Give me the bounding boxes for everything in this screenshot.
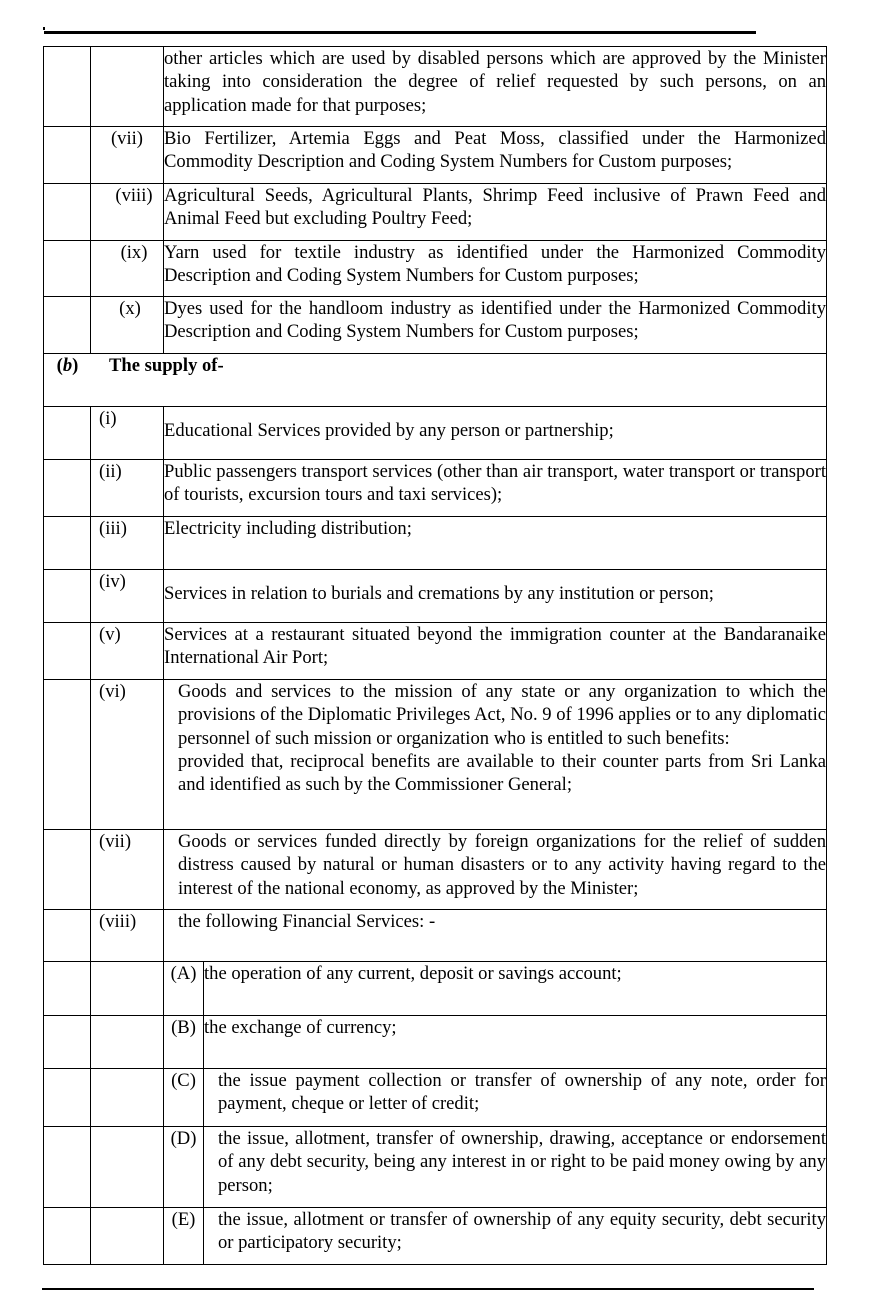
table-row bbox=[44, 241, 827, 297]
sub-item-text: the operation of any current, deposit or savings account; bbox=[204, 963, 622, 984]
item-number: (vii) bbox=[91, 830, 164, 910]
item-number: (v) bbox=[91, 623, 164, 680]
sub-item-label: (D) bbox=[164, 1127, 204, 1207]
section-letter: b bbox=[62, 355, 73, 376]
item-number: (viii) bbox=[91, 184, 164, 241]
table-row bbox=[44, 407, 827, 460]
table-row bbox=[44, 910, 827, 962]
table-row bbox=[44, 1016, 827, 1069]
item-text: Electricity including distribution; bbox=[164, 517, 827, 570]
sub-item-text: the issue payment collection or transfer of ownership of any note, order for payment, cheque or letter of credit; bbox=[218, 1070, 826, 1115]
item-text: Services in relation to burials and cremations by any institution or person; bbox=[164, 570, 827, 623]
section-label: (b) bbox=[56, 355, 79, 376]
item-number: (viii) bbox=[91, 910, 164, 962]
corner-mark bbox=[43, 27, 45, 30]
table-row bbox=[44, 1127, 827, 1208]
item-number: (ii) bbox=[91, 460, 164, 517]
exemption-table bbox=[43, 46, 827, 1265]
item-number: (iii) bbox=[91, 517, 164, 570]
table-row bbox=[44, 47, 827, 127]
item-text: Yarn used for textile industry as identified under the Harmonized Commodity Description and Coding System Numbers for Custom purposes; bbox=[164, 241, 827, 297]
item-number: (vii) bbox=[91, 127, 164, 184]
footer-rule bbox=[42, 1288, 814, 1290]
table-row bbox=[44, 297, 827, 354]
sub-item-label: (E) bbox=[164, 1208, 204, 1264]
table-row bbox=[44, 184, 827, 241]
sub-item-text: the issue, allotment, transfer of ownership, drawing, acceptance or endorsement of any debt security, being any interest in or right to be paid money owing by any person; bbox=[218, 1128, 826, 1196]
table-row bbox=[44, 127, 827, 184]
table-row bbox=[44, 517, 827, 570]
table-row bbox=[44, 460, 827, 517]
sub-item-label: (C) bbox=[164, 1069, 204, 1126]
section-heading-row bbox=[44, 354, 827, 407]
table-row bbox=[44, 680, 827, 830]
sub-item-label: (A) bbox=[164, 962, 204, 1015]
header-rule bbox=[44, 31, 756, 34]
item-text: Public passengers transport services (other than air transport, water transport or transport of tourists, excursion tours and taxi services); bbox=[164, 460, 827, 517]
table-row bbox=[44, 623, 827, 680]
table-row bbox=[44, 962, 827, 1016]
item-text: Educational Services provided by any person or partnership; bbox=[164, 407, 827, 460]
item-number: (x) bbox=[91, 297, 164, 354]
section-heading: The supply of- bbox=[109, 355, 224, 376]
table-row bbox=[44, 1069, 827, 1127]
sub-item-text: the exchange of currency; bbox=[204, 1017, 397, 1038]
table-row bbox=[44, 570, 827, 623]
item-number: (i) bbox=[91, 407, 164, 460]
item-text: the following Financial Services: - bbox=[164, 910, 827, 962]
item-text: Dyes used for the handloom industry as identified under the Harmonized Commodity Description and Coding System Numbers for Custom purposes; bbox=[164, 297, 827, 354]
item-text: Goods and services to the mission of any state or any organization to which the provisions of the Diplomatic Privileges Act, No. 9 of 1996 applies or to any diplomatic personnel of such mission or organization who is entitled to such benefits: bbox=[178, 681, 826, 749]
sub-item-label: (B) bbox=[164, 1016, 204, 1068]
proviso-text: provided that, reciprocal benefits are available to their counter parts from Sri Lanka and identified as such by the Commissioner General; bbox=[178, 750, 826, 796]
item-text: Goods or services funded directly by foreign organizations for the relief of sudden distress caused by natural or human disasters or to any activity having regard to the interest of the national economy, as approved by the Minister; bbox=[164, 830, 827, 910]
item-number: (iv) bbox=[91, 570, 164, 623]
item-text: Agricultural Seeds, Agricultural Plants, Shrimp Feed inclusive of Prawn Feed and Animal Feed but excluding Poultry Feed; bbox=[164, 184, 827, 241]
item-text: other articles which are used by disabled persons which are approved by the Minister taking into consideration the degree of relief requested by such persons, on an application made for that purposes; bbox=[164, 47, 827, 127]
item-number: (vi) bbox=[91, 680, 164, 830]
item-text: Services at a restaurant situated beyond the immigration counter at the Bandaranaike International Air Port; bbox=[164, 623, 827, 680]
table-row bbox=[44, 830, 827, 910]
table-row bbox=[44, 1208, 827, 1265]
item-text: Bio Fertilizer, Artemia Eggs and Peat Moss, classified under the Harmonized Commodity Description and Coding System Numbers for Custom purposes; bbox=[164, 127, 827, 184]
sub-item-text: the issue, allotment or transfer of ownership of any equity security, debt security or participatory security; bbox=[218, 1209, 826, 1254]
item-number: (ix) bbox=[91, 241, 164, 297]
